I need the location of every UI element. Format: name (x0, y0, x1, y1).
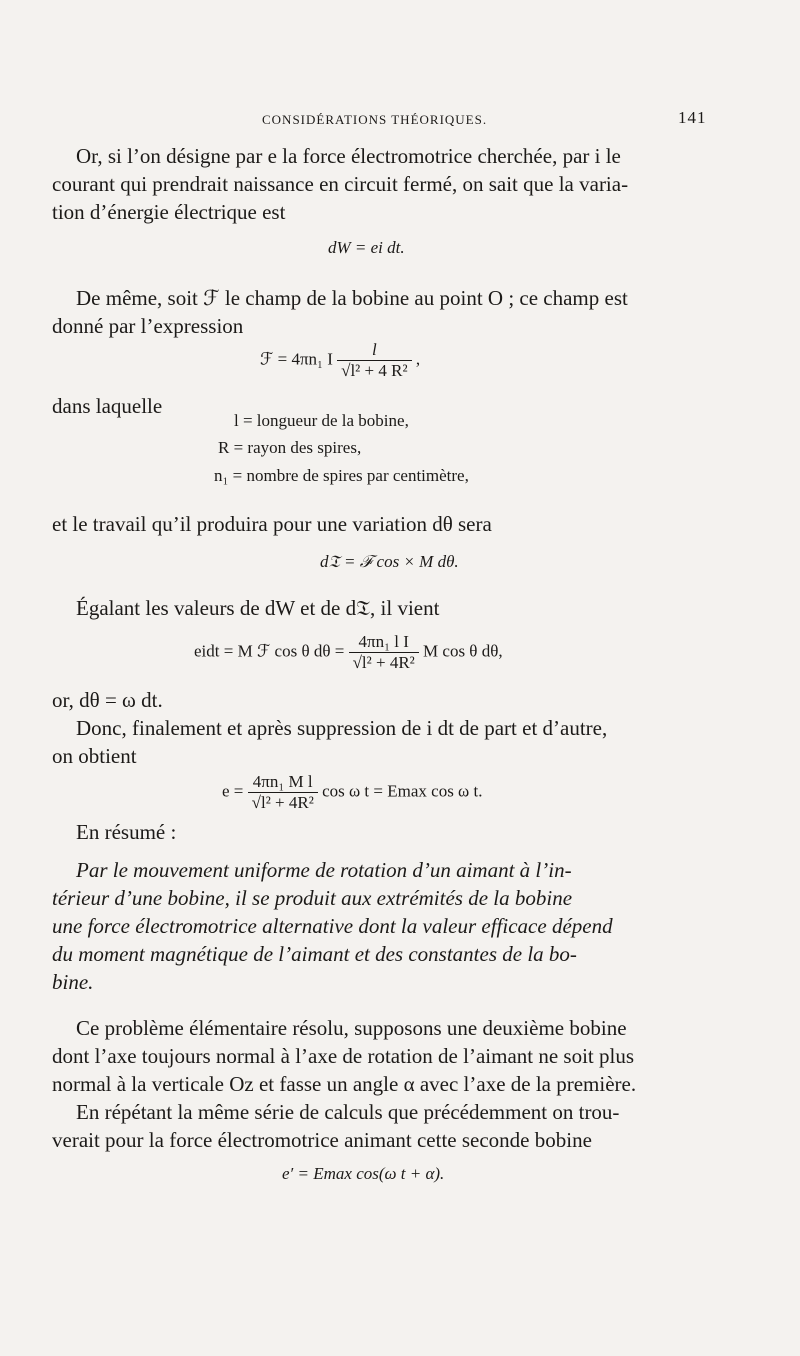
paragraph-line: dont l’axe toujours normal à l’axe de rotation de l’aimant ne soit plus (52, 1044, 635, 1068)
fraction-numerator: l (337, 340, 411, 361)
paragraph-line: dans laquelle (52, 394, 163, 418)
fraction-denominator: √l² + 4 R² (341, 361, 408, 380)
paragraph-line: En répétant la même série de calculs que précédemment on trou- (76, 1100, 620, 1124)
paragraph-line: Égalant les valeurs de dW et de d𝔗, il vient (76, 596, 440, 620)
equation-equality (194, 632, 503, 673)
paragraph-line: on obtient (52, 744, 137, 768)
definition-length: l = longueur de la bobine, (234, 411, 409, 430)
paragraph-line: or, dθ = ω dt. (52, 688, 163, 712)
equation-emf-fraction (248, 772, 318, 813)
equation-work: d𝔗 = ℱ cos × M dθ. (320, 552, 459, 571)
paragraph-line: courant qui prendrait naissance en circuit fermé, on sait que la varia- (52, 172, 629, 196)
equation-emf-lhs: e = (222, 781, 244, 801)
paragraph-line: Ce problème élémentaire résolu, supposons une deuxième bobine (76, 1016, 627, 1040)
fraction-denominator: √l² + 4R² (251, 793, 314, 812)
paragraph-line: normal à la verticale Oz et fasse un angle α avec l’axe de la première. (52, 1072, 637, 1096)
equation-energy: dW = ei dt. (328, 238, 405, 257)
paragraph-line: Or, si l’on désigne par e la force électromotrice cherchée, par i le (76, 144, 621, 168)
paragraph-line: De même, soit ℱ le champ de la bobine au point O ; ce champ est (76, 286, 628, 310)
equation-field-fraction (337, 340, 411, 381)
definition-turns: n₁ = nombre de spires par centimètre, (214, 466, 469, 485)
fraction-denominator: √l² + 4R² (352, 653, 415, 672)
paragraph-line: verait pour la force électromotrice animant cette seconde bobine (52, 1128, 592, 1152)
fraction-numerator: 4πn₁ l I (349, 632, 419, 653)
paragraph-line: donné par l’expression (52, 314, 244, 338)
equation-field (260, 340, 420, 381)
equation-field-lhs: ℱ = 4πn₁ I (260, 349, 333, 369)
equation-emf (222, 772, 482, 813)
italic-summary-line: Par le mouvement uniforme de rotation d’un aimant à l’in- (76, 858, 572, 882)
equation-second-coil: e′ = Emax cos(ω t + α). (282, 1164, 445, 1183)
running-title: CONSIDÉRATIONS THÉORIQUES. (262, 112, 488, 127)
equation-equality-tail: M cos θ dθ, (423, 641, 503, 661)
paragraph-line: En résumé : (76, 820, 177, 844)
italic-summary-line: du moment magnétique de l’aimant et des constantes de la bo- (52, 942, 577, 966)
paragraph-line: tion d’énergie électrique est (52, 200, 286, 224)
paragraph-line: Donc, finalement et après suppression de i dt de part et d’autre, (76, 716, 608, 740)
page-number: 141 (678, 108, 707, 127)
italic-summary-line: térieur d’une bobine, il se produit aux extrémités de la bobine (52, 886, 573, 910)
equation-equality-fraction (349, 632, 419, 673)
italic-summary-line: une force électromotrice alternative dont la valeur efficace dépend (52, 914, 613, 938)
italic-summary-line: bine. (52, 970, 94, 994)
paragraph-line: et le travail qu’il produira pour une variation dθ sera (52, 512, 492, 536)
equation-field-tail: , (415, 349, 421, 369)
equation-equality-lhs: eidt = M ℱ cos θ dθ = (194, 641, 345, 661)
fraction-numerator: 4πn₁ M l (248, 772, 318, 793)
equation-emf-tail: cos ω t = Emax cos ω t. (322, 781, 483, 801)
definition-radius: R = rayon des spires, (218, 438, 362, 457)
